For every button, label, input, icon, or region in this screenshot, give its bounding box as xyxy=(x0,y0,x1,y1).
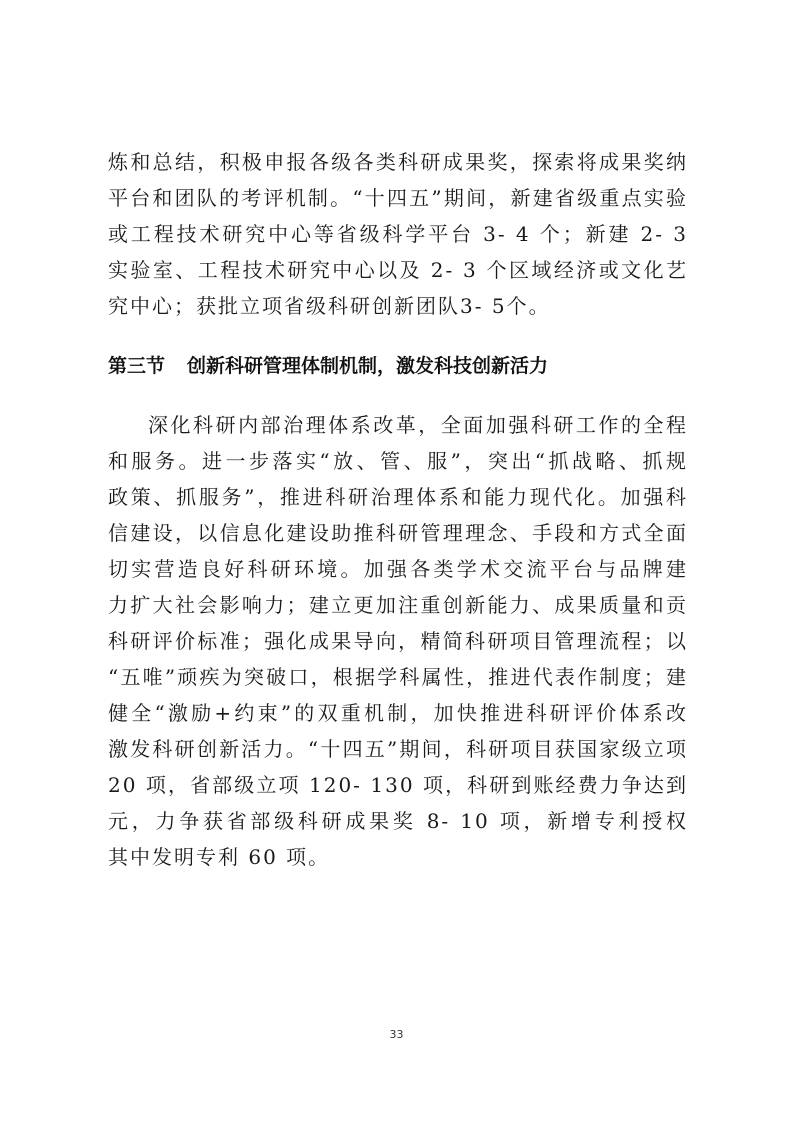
paragraph-line: 或工程技术研究中心等省级科学平台 3- 4 个；新建 2- 3 xyxy=(108,222,688,246)
paragraph-line: 政策、抓服务”，推进科研治理体系和能力现代化。加强科 xyxy=(108,485,688,509)
paragraph-2 xyxy=(108,407,688,875)
paragraph-line: 健全“激励+约束”的双重机制，加快推进科研评价体系改 xyxy=(108,701,688,725)
section-title: 创新科研管理体制机制，激发科技创新活力 xyxy=(187,355,549,377)
section-heading xyxy=(108,348,688,384)
page-number: 33 xyxy=(389,1028,404,1041)
paragraph-line: 切实营造良好科研环境。加强各类学术交流平台与品牌建 xyxy=(108,557,688,581)
section-number: 第三节 xyxy=(108,355,166,377)
paragraph-line: 究中心；获批立项省级科研创新团队3- 5个。 xyxy=(108,294,551,318)
paragraph-line: 平台和团队的考评机制。“十四五”期间，新建省级重点实验 xyxy=(108,186,688,210)
paragraph-line: “五唯”顽疾为突破口，根据学科属性，推进代表作制度；建 xyxy=(108,665,688,689)
paragraph-line: 元，力争获省部级科研成果奖 8- 10 项，新增专利授权 xyxy=(108,809,688,833)
paragraph-line: 激发科研创新活力。“十四五”期间，科研项目获国家级立项 xyxy=(108,737,688,761)
paragraph-line: 力扩大社会影响力；建立更加注重创新能力、成果质量和贡 xyxy=(108,593,688,617)
paragraph-line: 炼和总结，积极申报各级各类科研成果奖，探索将成果奖纳 xyxy=(108,150,688,174)
paragraph-line: 其中发明专利 60 项。 xyxy=(108,845,331,869)
paragraph-line: 20 项，省部级立项 120- 130 项，科研到账经费力争达到 xyxy=(108,773,688,797)
paragraph-line: 和服务。进一步落实“放、管、服”，突出“抓战略、抓规 xyxy=(108,449,688,473)
paragraph-line: 深化科研内部治理体系改革，全面加强科研工作的全程 xyxy=(148,413,688,437)
paragraph-1 xyxy=(108,144,688,324)
paragraph-line: 科研评价标准；强化成果导向，精简科研项目管理流程；以 xyxy=(108,629,688,653)
paragraph-line: 信建设，以信息化建设助推科研管理理念、手段和方式全面 xyxy=(108,521,688,545)
paragraph-line: 实验室、工程技术研究中心以及 2- 3 个区域经济或文化艺 xyxy=(108,258,688,282)
